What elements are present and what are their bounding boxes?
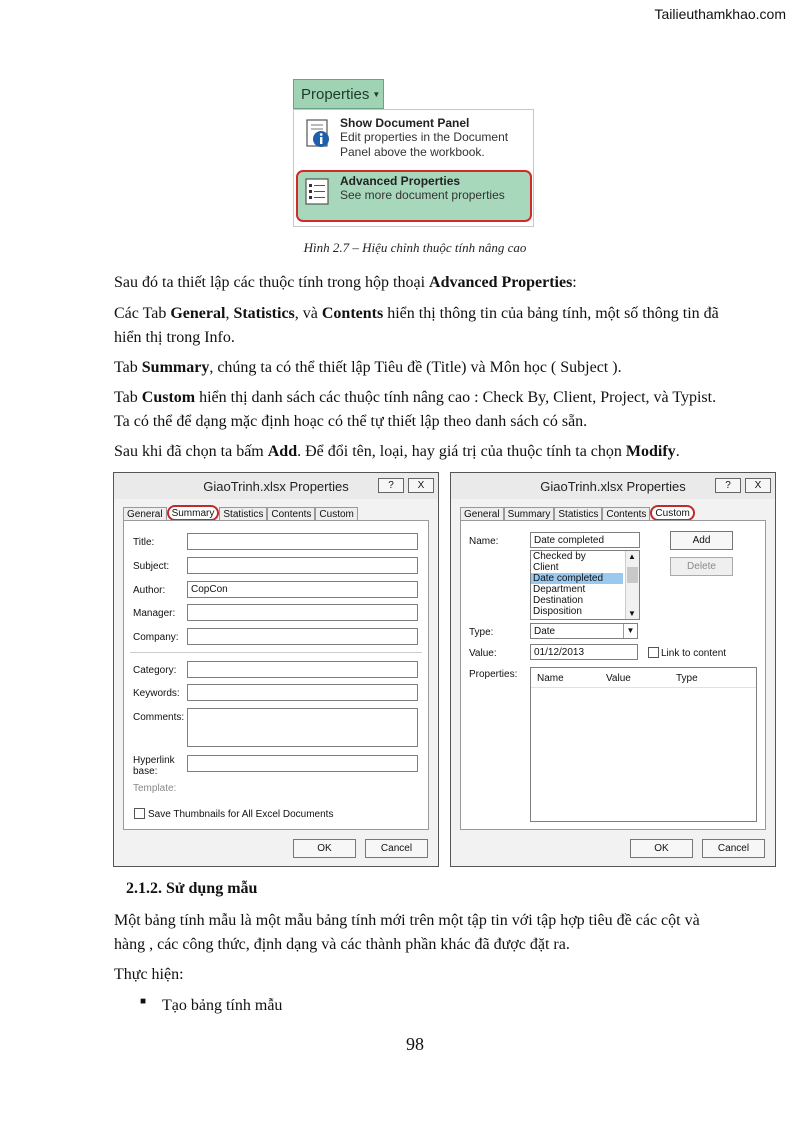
hyperlink-base-input[interactable] [187, 755, 418, 772]
tab-general[interactable]: General [123, 507, 167, 521]
text-run: : [572, 274, 577, 291]
text-run-bold: General [170, 305, 226, 322]
ok-button[interactable]: OK [293, 839, 356, 858]
dialog-title: GiaoTrinh.xlsx Properties [540, 479, 686, 494]
close-button[interactable]: X [408, 478, 434, 493]
text-run: Tab [114, 359, 142, 376]
chevron-down-icon[interactable]: ▼ [623, 624, 637, 638]
bullet-item: Tạo bảng tính mẫu [162, 997, 283, 1014]
tab-summary[interactable]: Summary [504, 507, 555, 521]
tab-custom[interactable]: Custom [315, 507, 357, 521]
column-header-type[interactable]: Type [676, 673, 698, 684]
comments-label: Comments: [133, 712, 185, 723]
text-run-bold: Statistics [233, 305, 295, 322]
name-input[interactable]: Date completed [530, 532, 640, 548]
custom-properties-dialog [450, 472, 776, 867]
title-input[interactable] [187, 533, 418, 550]
paragraph [114, 386, 734, 434]
subject-label: Subject: [133, 561, 170, 572]
title-label: Title: [133, 537, 155, 548]
menu-item-desc: Panel above the workbook. [340, 145, 485, 159]
scroll-up-icon[interactable]: ▲ [628, 552, 636, 561]
menu-item-desc: Edit properties in the Document [340, 130, 509, 144]
value-label: Value: [469, 648, 497, 659]
comments-input[interactable] [187, 708, 418, 747]
column-header-value[interactable]: Value [606, 673, 631, 684]
list-item[interactable]: Checked by [533, 551, 586, 562]
scroll-thumb[interactable] [627, 567, 638, 583]
text-run: Sau đó ta thiết lập các thuộc tính trong hộp thoại [114, 274, 430, 291]
menu-item-title: Advanced Properties [340, 174, 461, 188]
tab-statistics[interactable]: Statistics [219, 507, 267, 521]
page-number: 98 [406, 1034, 424, 1054]
tab-contents[interactable]: Contents [602, 507, 650, 521]
list-item[interactable]: Disposition [533, 606, 582, 617]
save-thumbnails-label: Save Thumbnails for All Excel Documents [148, 809, 334, 820]
section-heading: 2.1.2. Sử dụng mẫu [126, 880, 258, 897]
paragraph: Thực hiện: [114, 966, 184, 983]
category-label: Category: [133, 665, 177, 676]
tab-contents[interactable]: Contents [267, 507, 315, 521]
paragraph [114, 271, 734, 295]
properties-button-label: Properties [301, 85, 370, 103]
keywords-input[interactable] [187, 684, 418, 701]
summary-properties-dialog [113, 472, 439, 867]
text-run: . Để đổi tên, loại, hay giá trị của thuộc tính ta chọn [297, 443, 626, 460]
link-to-content-label: Link to content [661, 648, 727, 659]
tab-general[interactable]: General [460, 507, 504, 521]
properties-list[interactable] [530, 667, 757, 822]
menu-item-desc: See more document properties [340, 188, 505, 202]
delete-button[interactable]: Delete [670, 557, 733, 576]
text-run: , [225, 305, 234, 322]
paragraph [114, 440, 734, 464]
close-button[interactable]: X [745, 478, 771, 493]
tab-strip [460, 505, 695, 521]
site-watermark: Tailieuthamkhao.com [654, 6, 786, 22]
dialog-title: GiaoTrinh.xlsx Properties [203, 479, 349, 494]
summary-panel [123, 520, 429, 830]
text-run-bold: Custom [141, 389, 196, 406]
text-run-bold: Add [267, 443, 298, 460]
template-label: Template: [133, 783, 177, 794]
bullet-icon: ■ [140, 996, 147, 1007]
help-button[interactable]: ? [378, 478, 404, 493]
list-item[interactable]: Department [533, 584, 586, 595]
hyperlink-label: Hyperlink [133, 755, 175, 766]
tab-statistics[interactable]: Statistics [554, 507, 602, 521]
document-panel-icon [305, 119, 332, 149]
type-select[interactable] [530, 623, 638, 639]
properties-button[interactable] [293, 79, 384, 109]
save-thumbnails-checkbox[interactable] [134, 808, 145, 819]
dialog-titlebar [114, 473, 438, 499]
list-item-selected[interactable]: Date completed [531, 573, 623, 584]
company-input[interactable] [187, 628, 418, 645]
author-input[interactable]: CopCon [187, 581, 418, 598]
properties-menu [293, 109, 534, 227]
paragraph [114, 356, 734, 380]
text-run: hiển thị thông tin của bảng tính, một số thông tin đã hiển thị trong Info. [114, 305, 719, 346]
tab-strip [123, 505, 358, 521]
text-run: hiển thị danh sách các thuộc tính nâng cao : Check By, Client, Project, và Typist. Ta có thể để dạng mặc định hoạc có thể tự thiết lập theo danh sách có sẵn. [114, 389, 717, 430]
hyperlink-label-2: base: [133, 766, 158, 777]
dropdown-caret-icon: ▼ [372, 89, 381, 99]
divider [130, 652, 422, 653]
manager-input[interactable] [187, 604, 418, 621]
menu-item-advanced-properties[interactable] [340, 174, 520, 203]
text-run-bold: Summary [141, 359, 210, 376]
text-run-bold: Contents [321, 305, 384, 322]
help-button[interactable]: ? [715, 478, 741, 493]
category-input[interactable] [187, 661, 418, 678]
company-label: Company: [133, 632, 179, 643]
link-to-content-checkbox[interactable] [648, 647, 659, 658]
list-scrollbar[interactable] [625, 551, 639, 619]
text-run: Các Tab [114, 305, 171, 322]
custom-panel [460, 520, 766, 830]
add-button[interactable]: Add [670, 531, 733, 550]
property-name-list[interactable] [530, 550, 640, 620]
text-run-bold: Advanced Properties [429, 274, 573, 291]
text-run: Tab [114, 389, 142, 406]
value-input[interactable]: 01/12/2013 [530, 644, 638, 660]
text-run: Sau khi đã chọn ta bấm [114, 443, 268, 460]
text-run-bold: Modify [625, 443, 676, 460]
tab-custom[interactable]: Custom [650, 505, 694, 521]
ok-button[interactable]: OK [630, 839, 693, 858]
text-run: , và [294, 305, 322, 322]
scroll-down-icon[interactable]: ▼ [628, 609, 636, 618]
list-item[interactable]: Client [533, 562, 559, 573]
paragraph [114, 302, 734, 350]
text-run: . [675, 443, 680, 460]
name-label: Name: [469, 536, 499, 547]
text-run: , chúng ta có thể thiết lập Tiêu đề (Title) và Môn học ( Subject ). [209, 359, 622, 376]
cancel-button[interactable]: Cancel [365, 839, 428, 858]
dialog-titlebar [451, 473, 775, 499]
figure-caption: Hình 2.7 – Hiệu chỉnh thuộc tính nâng cao [303, 240, 527, 255]
paragraph: Một bảng tính mẫu là một mẫu bảng tính mới trên một tập tin với tập hợp tiêu đề các cột và hàng , các công thức, định dạng và các thành phần khác đã được đặt ra. [114, 912, 700, 953]
type-value: Date [534, 626, 556, 637]
subject-input[interactable] [187, 557, 418, 574]
list-item[interactable]: Destination [533, 595, 584, 606]
properties-label: Properties: [469, 669, 518, 680]
author-label: Author: [133, 585, 166, 596]
menu-item-title: Show Document Panel [340, 116, 470, 130]
type-label: Type: [469, 627, 494, 638]
properties-list-icon [305, 178, 330, 206]
manager-label: Manager: [133, 608, 176, 619]
keywords-label: Keywords: [133, 688, 180, 699]
cancel-button[interactable]: Cancel [702, 839, 765, 858]
tab-summary[interactable]: Summary [167, 505, 220, 521]
properties-column-headers [531, 668, 756, 688]
column-header-name[interactable]: Name [537, 673, 564, 684]
menu-item-show-document-panel[interactable] [340, 116, 520, 160]
